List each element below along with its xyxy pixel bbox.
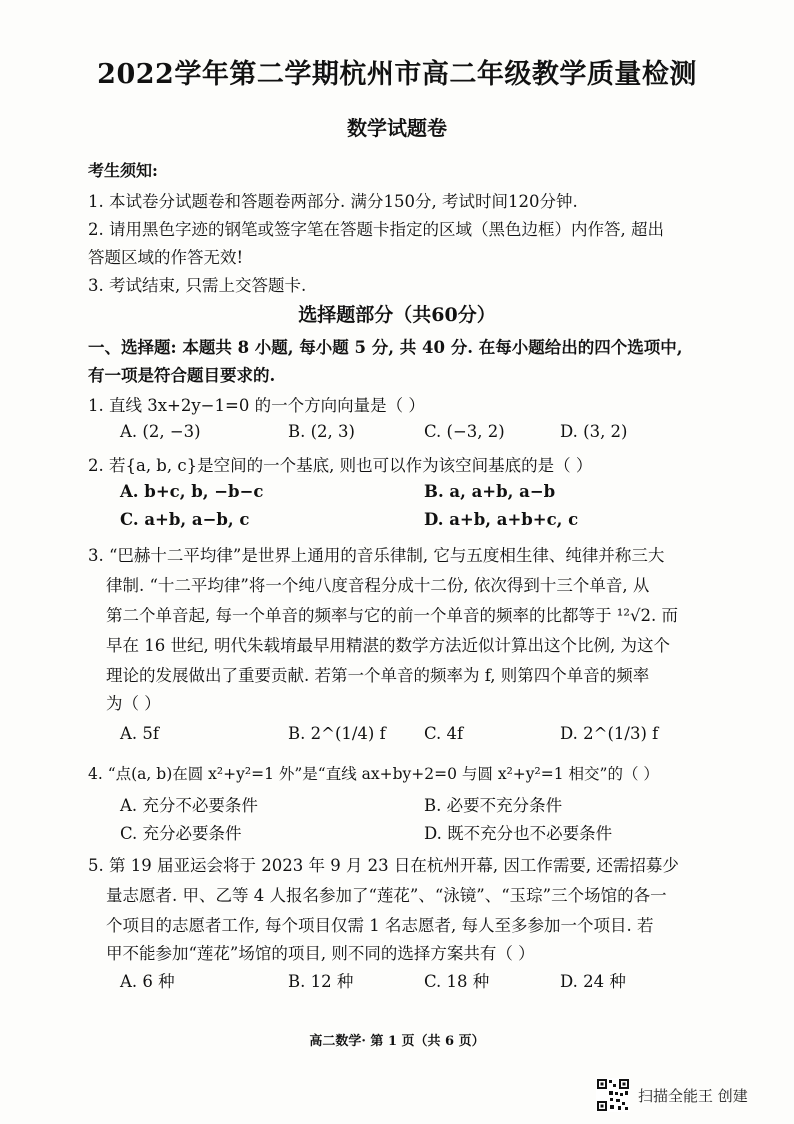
question-5-line: 量志愿者. 甲、乙等 4 人报名参加了“莲花”、“泳镜”、“玉琮”三个场馆的各一: [106, 886, 667, 905]
option-a: A. 充分不必要条件: [120, 796, 258, 815]
option-a: A. 6 种: [120, 972, 175, 991]
option-c: C. (−3, 2): [424, 422, 505, 441]
question-3-line: 早在 16 世纪, 明代朱载堉最早用精湛的数学方法近似计算出这个比例, 为这个: [106, 636, 670, 655]
question-3-line: 第二个单音起, 每一个单音的频率与它的前一个单音的频率的比都等于 ¹²√2. 而: [106, 606, 678, 625]
scanner-label: 扫描全能王 创建: [638, 1086, 748, 1105]
question-3-line: 为（ ）: [106, 694, 161, 713]
option-d: D. (3, 2): [560, 422, 628, 441]
notice-item: 2. 请用黑色字迹的钢笔或签字笔在答题卡指定的区域（黑色边框）内作答, 超出: [88, 220, 664, 239]
notice-item: 1. 本试卷分试题卷和答题卷两部分. 满分150分, 考试时间120分钟.: [88, 192, 578, 211]
question-4-stem: 4. “点(a, b)在圆 x²+y²=1 外”是“直线 ax+by+2=0 与圆 x²+y²=1 相交”的（ ）: [88, 765, 659, 783]
question-3-line: 3. “巴赫十二平均律”是世界上通用的音乐律制, 它与五度相生律、纯律并称三大: [88, 546, 665, 565]
section-instructions: 有一项是符合题目要求的.: [88, 366, 276, 385]
exam-title: 2022学年第二学期杭州市高二年级教学质量检测: [97, 59, 697, 90]
scanner-watermark: [596, 1078, 748, 1112]
option-d: D. 2^(1/3) f: [560, 724, 659, 743]
question-1-stem: 1. 直线 3x+2y−1=0 的一个方向向量是（ ）: [88, 396, 425, 415]
option-a: A. (2, −3): [120, 422, 201, 441]
option-c: C. a+b, a−b, c: [120, 510, 250, 529]
option-d: D. a+b, a+b+c, c: [424, 510, 579, 529]
option-b: B. a, a+b, a−b: [424, 482, 556, 501]
option-b: B. 12 种: [288, 972, 354, 991]
option-a: A. 5f: [120, 724, 160, 743]
question-5-line: 个项目的志愿者工作, 每个项目仅需 1 名志愿者, 每人至多参加一个项目. 若: [106, 916, 654, 935]
page-footer: 高二数学· 第 1 页（共 6 页）: [309, 1034, 485, 1049]
option-c: C. 4f: [424, 724, 464, 743]
option-d: D. 既不充分也不必要条件: [424, 824, 613, 843]
question-3-line: 律制. “十二平均律”将一个纯八度音程分成十二份, 依次得到十三个单音, 从: [106, 576, 650, 595]
option-b: B. 必要不充分条件: [424, 796, 563, 815]
option-b: B. 2^(1/4) f: [288, 724, 386, 743]
notice-item: 3. 考试结束, 只需上交答题卡.: [88, 276, 307, 295]
question-2-stem: 2. 若{a, b, c}是空间的一个基底, 则也可以作为该空间基底的是（ ）: [88, 456, 593, 475]
option-c: C. 18 种: [424, 972, 490, 991]
notice-heading: 考生须知:: [88, 161, 158, 180]
option-b: B. (2, 3): [288, 422, 355, 441]
notice-item: 答题区域的作答无效!: [88, 248, 244, 267]
qr-code-icon: [596, 1078, 630, 1112]
option-d: D. 24 种: [560, 972, 626, 991]
section-title: 选择题部分（共60分）: [298, 304, 496, 326]
question-3-line: 理论的发展做出了重要贡献. 若第一个单音的频率为 f, 则第四个单音的频率: [106, 666, 650, 685]
question-5-line: 5. 第 19 届亚运会将于 2023 年 9 月 23 日在杭州开幕, 因工作需要, 还需招募少: [88, 856, 679, 875]
question-5-line: 甲不能参加“莲花”场馆的项目, 则不同的选择方案共有（ ）: [106, 944, 535, 963]
option-a: A. b+c, b, −b−c: [120, 482, 264, 501]
section-instructions: 一、选择题: 本题共 8 小题, 每小题 5 分, 共 40 分. 在每小题给出的四个选项中,: [88, 338, 683, 357]
option-c: C. 充分必要条件: [120, 824, 242, 843]
exam-subtitle: 数学试题卷: [347, 116, 447, 140]
